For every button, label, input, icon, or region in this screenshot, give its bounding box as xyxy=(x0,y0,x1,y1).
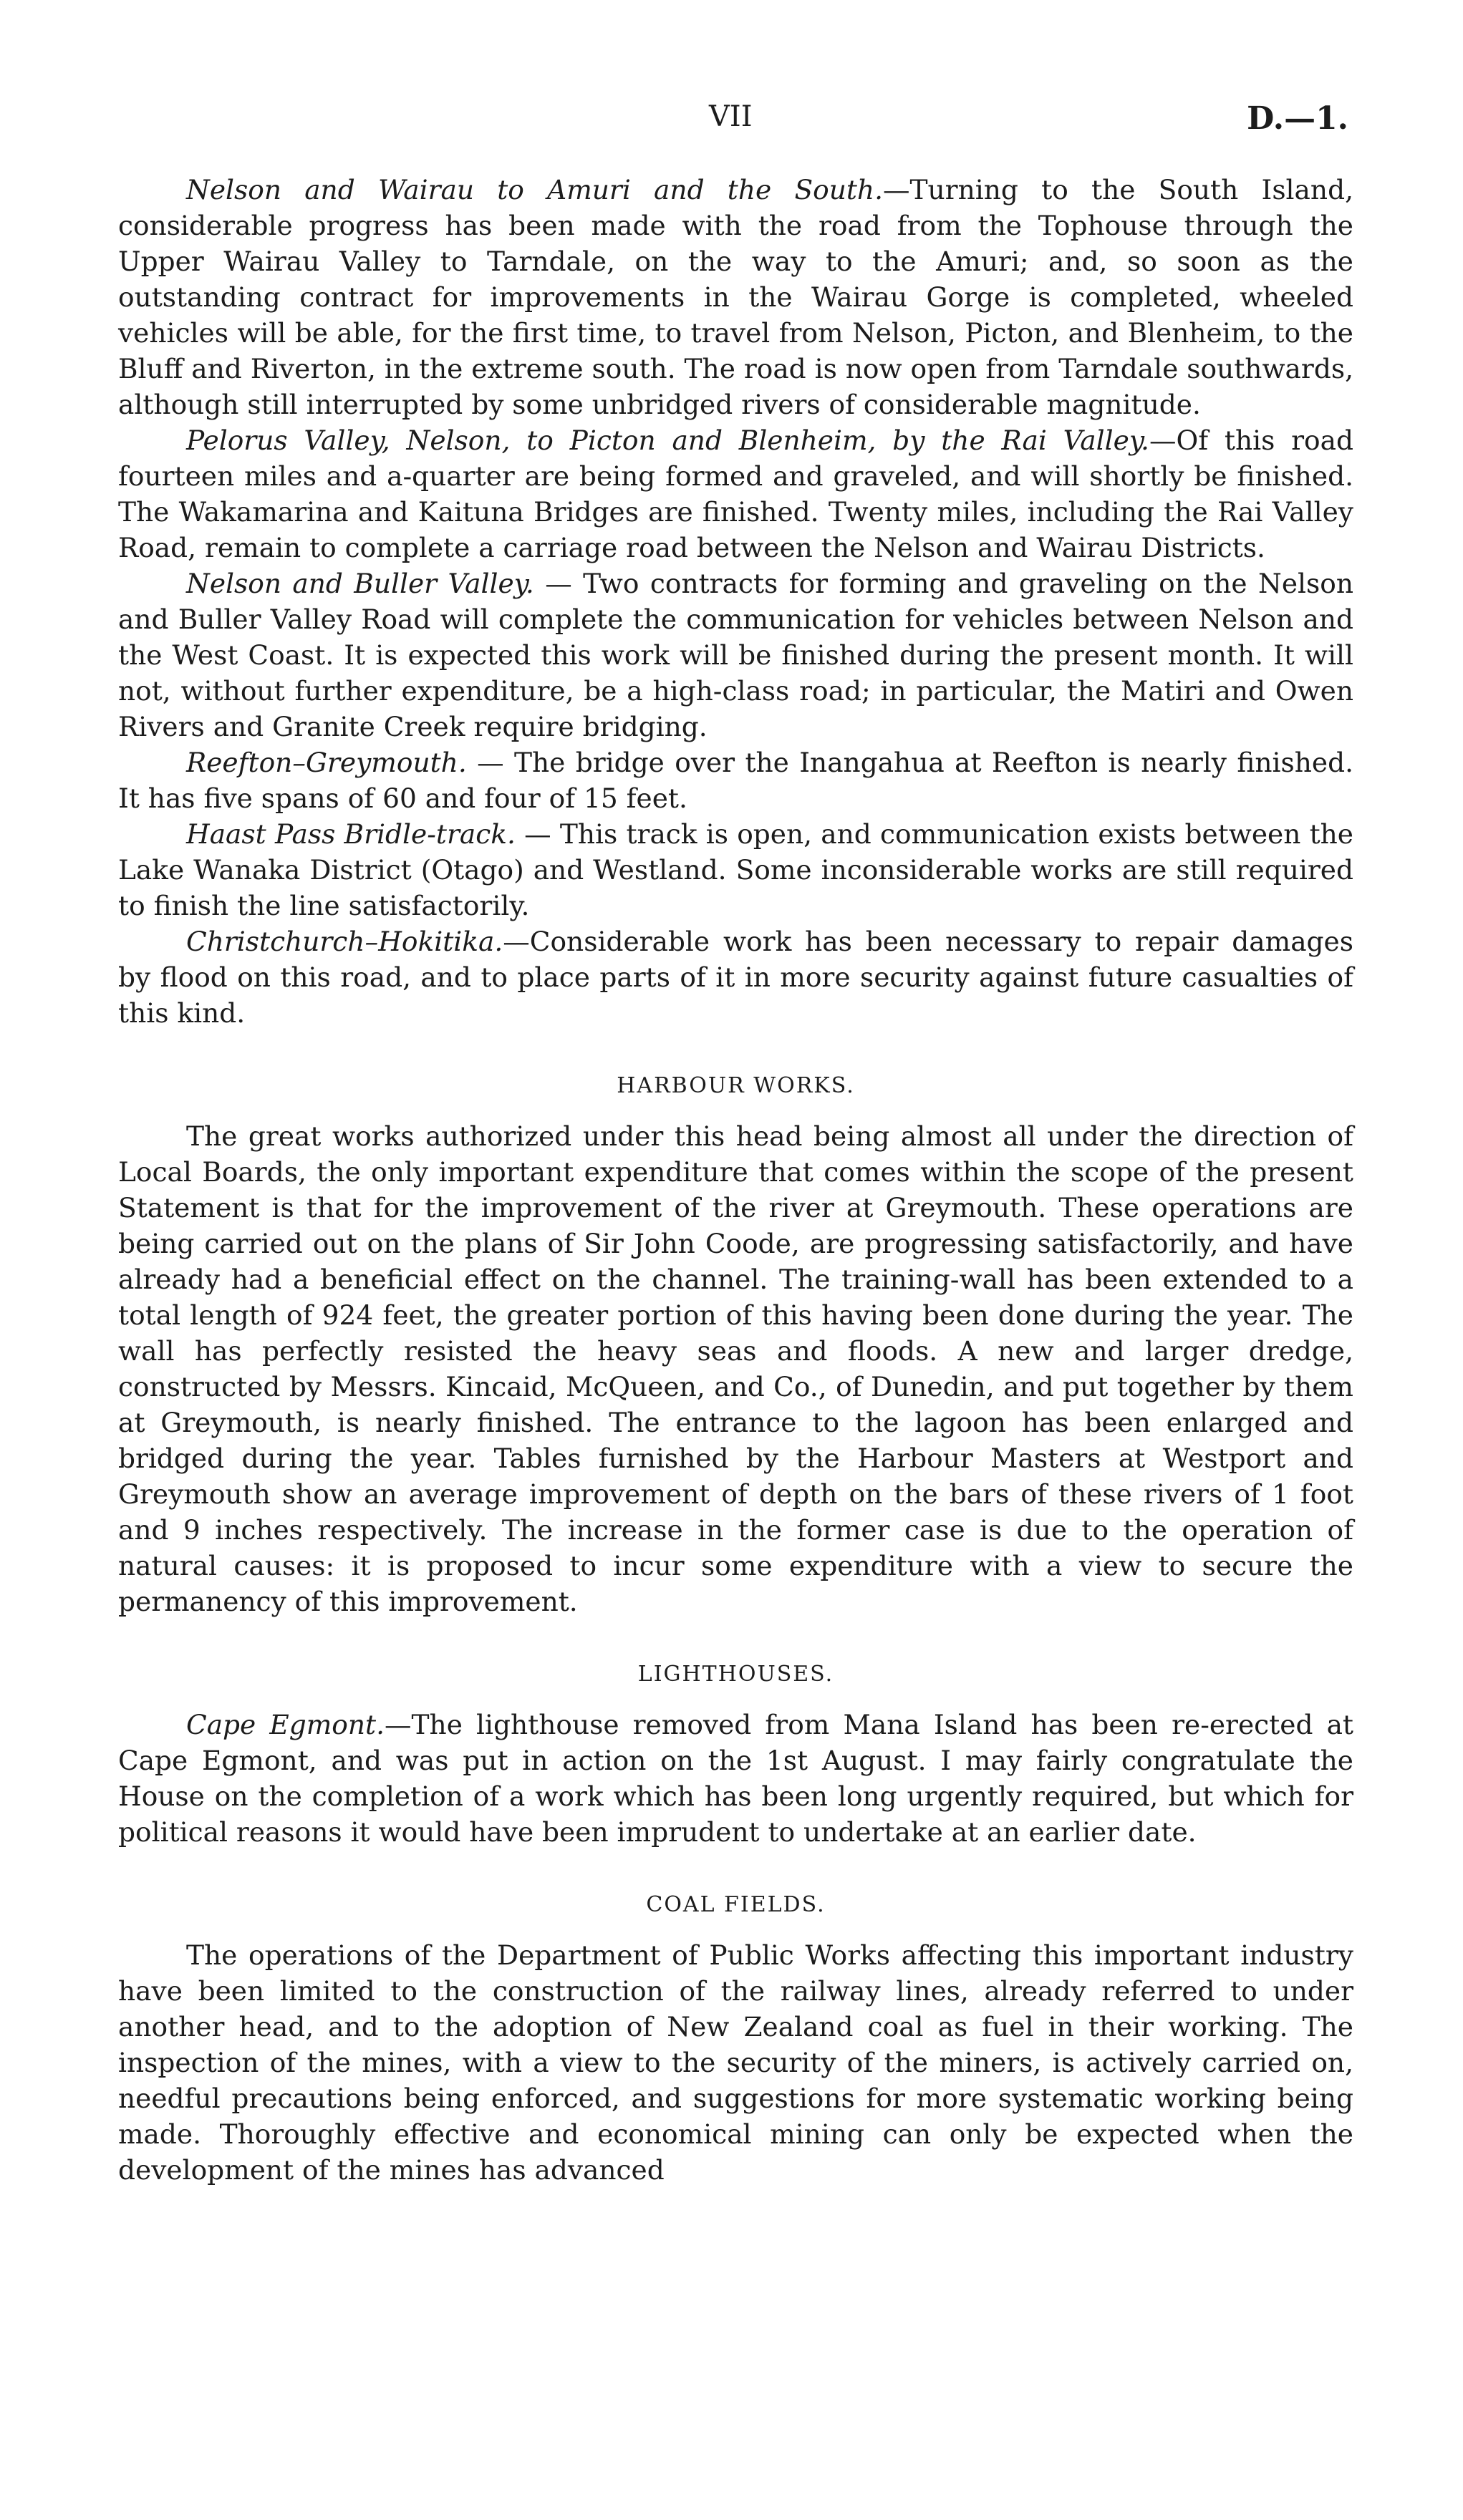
paragraph-text: — This track is open, and communication exists between the Lake Wanaka District (Otago) and Westland. Some inconsiderable works are still required to finish the line satisfactorily. xyxy=(118,818,1353,921)
paragraph-coal-fields: The operations of the Department of Public Works affecting this important industry have been limited to the construction of the railway lines, already referred to under another head, and to the adoption of New Zealand coal as fuel in their working. The inspection of the mines, with a view to the security of the miners, is actively carried on, needful precautions being enforced, and suggestions for more systematic working being made. Thoroughly effective and economical mining can only be expected when the development of the mines has advanced xyxy=(118,1939,1353,2186)
paragraph-text: —The lighthouse removed from Mana Island has been re-erected at Cape Egmont, and was put in action on the 1st August. I may fairly congratulate the House on the completion of a work which has been long urgently required, but which for political reasons it would have been imprudent to undertake at an earlier date. xyxy=(118,1709,1353,1848)
paragraph-reefton-greymouth xyxy=(118,745,1353,816)
section-title-harbour-works: HARBOUR WORKS. xyxy=(617,1073,855,1098)
paragraph-heading: Nelson and Wairau to Amuri and the South. xyxy=(186,174,883,205)
paragraph-heading: Cape Egmont. xyxy=(186,1709,385,1740)
section-title-coal-fields: COAL FIELDS. xyxy=(646,1892,826,1917)
page-number: VII xyxy=(709,100,753,133)
paragraph-haast-pass xyxy=(118,816,1353,924)
paragraph-text: —Turning to the South Island, considerable progress has been made with the road from the Tophouse through the Upper Wairau Valley to Tarndale, on the way to the Amuri; and, so soon as the outstanding contract for improvements in the Wairau Gorge is completed, wheeled vehicles will be able, for the first time, to travel from Nelson, Picton, and Blenheim, to the Bluff and Riverton, in the extreme south. The road is now open from Tarndale southwards, although still interrupted by some unbridged rivers of considerable magnitude. xyxy=(118,174,1353,420)
paragraph-text: — The bridge over the Inangahua at Reefton is nearly finished. It has five spans of 60 and four of 15 feet. xyxy=(118,747,1353,814)
document-reference: D.—1. xyxy=(1247,100,1348,137)
paragraph-christchurch-hokitika xyxy=(118,924,1353,1031)
paragraph-heading: Nelson and Buller Valley. xyxy=(186,568,534,599)
paragraph-cape-egmont xyxy=(118,1707,1353,1850)
paragraph-text: —Of this road fourteen miles and a-quarter are being formed and graveled, and will shortly be finished. The Wakamarina and Kaituna Bridges are finished. Twenty miles, including the Rai Valley Road, remain to complete a carriage road between the Nelson and Wairau Districts. xyxy=(118,425,1353,563)
section-title-lighthouses: LIGHTHOUSES. xyxy=(637,1662,834,1687)
paragraph-heading: Christchurch–Hokitika. xyxy=(186,926,503,957)
paragraph-harbour-works: The great works authorized under this head being almost all under the direction of Local Boards, the only important expenditure that comes within the scope of the present Statement is that for the improvement of the river at Greymouth. These operations are being carried out on the plans of Sir John Coode, are progressing satisfactorily, and have already had a beneficial effect on the channel. The training-wall has been extended to a total length of 924 feet, the greater portion of this having been done during the year. The wall has perfectly resisted the heavy seas and floods. A new and larger dredge, constructed by Messrs. Kincaid, McQueen, and Co., of Dunedin, and put together by them at Greymouth, is nearly finished. The entrance to the lagoon has been enlarged and bridged during the year. Tables furnished by the Harbour Masters at Westport and Greymouth show an average improvement of depth on the bars of these rivers of 1 foot and 9 inches respectively. The increase in the former case is due to the operation of natural causes: it is proposed to incur some expenditure with a view to secure the permanency of this improvement. xyxy=(118,1120,1353,1617)
paragraph-nelson-buller xyxy=(118,566,1353,745)
paragraph-heading: Reefton–Greymouth. xyxy=(186,747,467,778)
paragraph-heading: Pelorus Valley, Nelson, to Picton and Blenheim, by the Rai Valley. xyxy=(186,425,1149,456)
page-header xyxy=(0,100,1463,158)
body-text xyxy=(118,172,1353,2188)
paragraph-text: — Two contracts for forming and graveling on the Nelson and Buller Valley Road will complete the communication for vehicles between Nelson and the West Coast. It is expected this work will be finished during the present month. It will not, without further expenditure, be a high-class road; in particular, the Matiri and Owen Rivers and Granite Creek require bridging. xyxy=(118,568,1353,742)
paragraph-pelorus-valley xyxy=(118,422,1353,566)
paragraph-nelson-wairau xyxy=(118,172,1353,422)
paragraph-text: —Considerable work has been necessary to repair damages by flood on this road, and to place parts of it in more security against future casualties of this kind. xyxy=(118,926,1353,1029)
paragraph-heading: Haast Pass Bridle-track. xyxy=(186,818,516,850)
